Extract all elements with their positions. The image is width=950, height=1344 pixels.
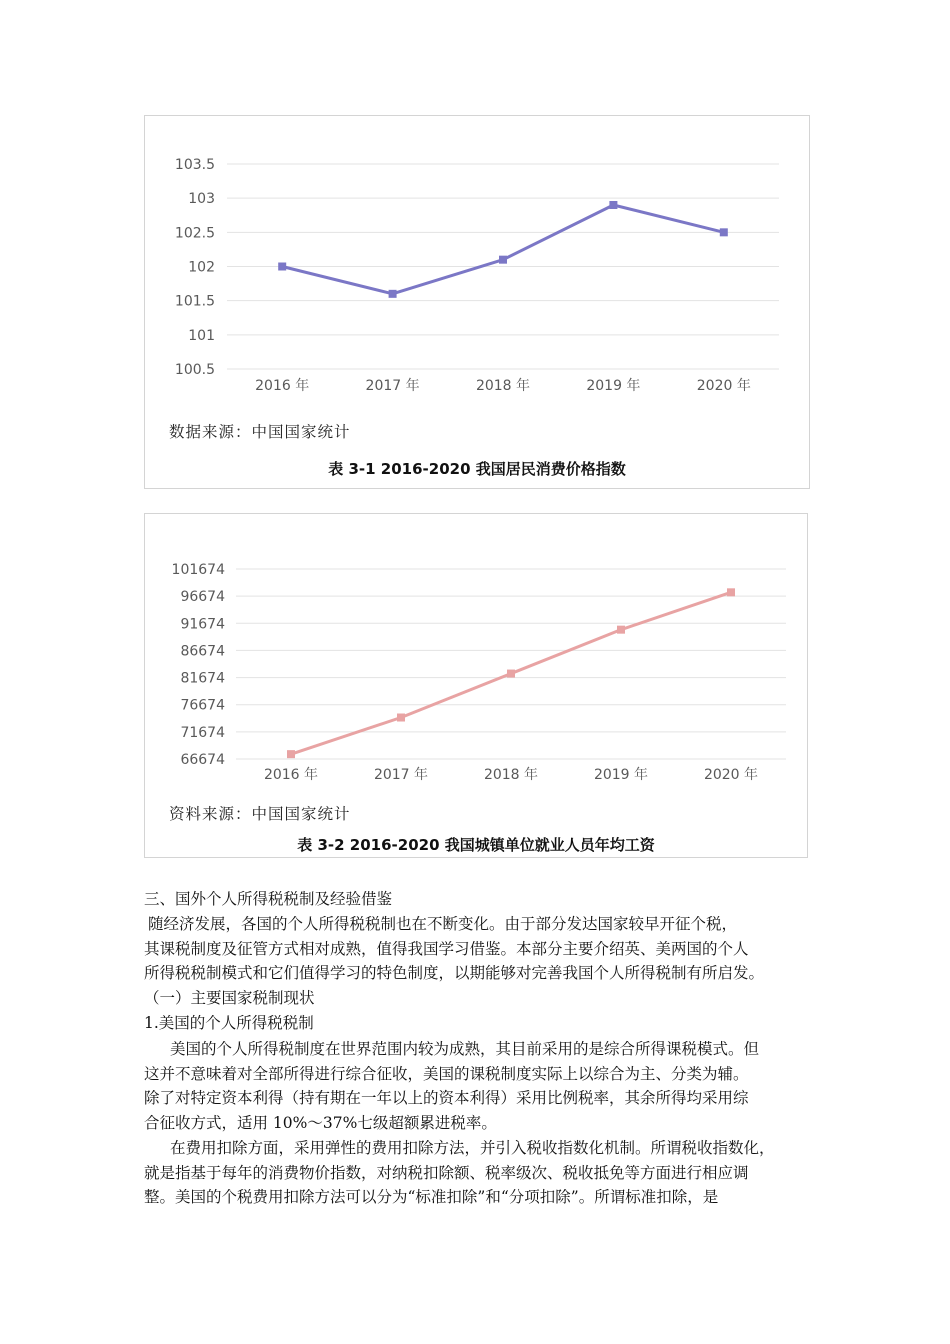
chart2-source: 资料来源：中国国家统计	[169, 805, 351, 823]
section-heading: 三、国外个人所得税税制及经验借鉴	[144, 890, 393, 908]
series-line	[282, 205, 724, 294]
data-point	[507, 670, 515, 678]
x-tick-label: 2016 年	[255, 378, 310, 394]
x-tick-label: 2020 年	[696, 378, 751, 394]
para2-line: 整。美国的个税费用扣除方法可以分为“标准扣除”和“分项扣除”。所谓标准扣除，是	[144, 1188, 719, 1206]
paragraph-1	[144, 1037, 809, 1135]
y-tick-label: 103	[188, 191, 215, 208]
y-tick-label: 103.5	[174, 157, 215, 173]
y-tick-label: 91674	[180, 616, 225, 633]
intro-line: 其课税制度及征管方式相对成熟，值得我国学习借鉴。本部分主要介绍英、美两国的个人	[144, 939, 749, 958]
y-tick-label: 76674	[180, 697, 225, 714]
x-tick-label: 2019 年	[593, 767, 649, 783]
x-tick-label: 2018 年	[475, 378, 531, 394]
intro-paragraph	[144, 912, 809, 986]
y-tick-label: 86674	[180, 643, 225, 660]
y-tick-label: 96674	[180, 589, 225, 606]
y-tick-label: 101.5	[174, 293, 215, 310]
data-point	[609, 201, 617, 209]
para1-line: 美国的个人所得税制度在世界范围内较为成熟，其目前采用的是综合所得课税模式。但	[170, 1040, 760, 1058]
data-point	[389, 290, 397, 298]
paragraph-2	[144, 1136, 809, 1210]
para1-line: 合征收方式，适用 10%～37%七级超额累进税率。	[144, 1113, 497, 1132]
subsubheading: 1.美国的个人所得税税制	[144, 1014, 314, 1032]
wage-chart	[144, 513, 808, 858]
y-tick-label: 102.5	[174, 225, 215, 242]
y-tick-label: 101674	[171, 562, 225, 578]
para1-line: 这并不意味着对全部所得进行综合征收，美国的课税制度实际上以综合为主、分类为辅。	[144, 1064, 749, 1083]
para1-line: 除了对特定资本利得（持有期在一年以上的资本利得）采用比例税率，其余所得均采用综	[144, 1089, 749, 1107]
chart2-caption: 表 3-2 2016-2020 我国城镇单位就业人员年均工资	[297, 836, 655, 854]
chart1-caption: 表 3-1 2016-2020 我国居民消费价格指数	[328, 460, 626, 478]
data-point	[287, 750, 295, 758]
data-point	[727, 588, 735, 596]
cpi-chart	[144, 115, 810, 489]
intro-line: 随经济发展，各国的个人所得税税制也在不断变化。由于部分发达国家较早开征个税，	[148, 915, 738, 933]
data-point	[397, 714, 405, 722]
para2-line: 就是指基于每年的消费物价指数，对纳税扣除额、税率级次、税收抵免等方面进行相应调	[144, 1163, 749, 1182]
data-point	[499, 256, 507, 264]
data-point	[278, 263, 286, 271]
x-tick-label: 2017 年	[365, 378, 420, 394]
x-tick-label: 2020 年	[703, 767, 759, 783]
y-tick-label: 66674	[180, 752, 225, 768]
x-tick-label: 2019 年	[586, 378, 641, 394]
data-point	[617, 626, 625, 634]
subheading: （一）主要国家税制现状	[144, 989, 315, 1007]
y-tick-label: 81674	[180, 670, 225, 687]
x-tick-label: 2018 年	[483, 767, 539, 783]
x-tick-label: 2016 年	[263, 767, 319, 783]
para2-line: 在费用扣除方面，采用弹性的费用扣除方法，并引入税收指数化机制。所谓税收指数化，	[170, 1139, 775, 1157]
y-tick-label: 101	[188, 327, 215, 344]
y-tick-label: 102	[188, 259, 215, 276]
intro-line: 所得税税制模式和它们值得学习的特色制度，以期能够对完善我国个人所得税制有所启发。	[144, 964, 765, 982]
y-tick-label: 71674	[180, 724, 225, 741]
data-point	[720, 228, 728, 236]
x-tick-label: 2017 年	[373, 767, 429, 783]
chart1-source: 数据来源：中国国家统计	[169, 423, 351, 441]
y-tick-label: 100.5	[174, 362, 215, 378]
